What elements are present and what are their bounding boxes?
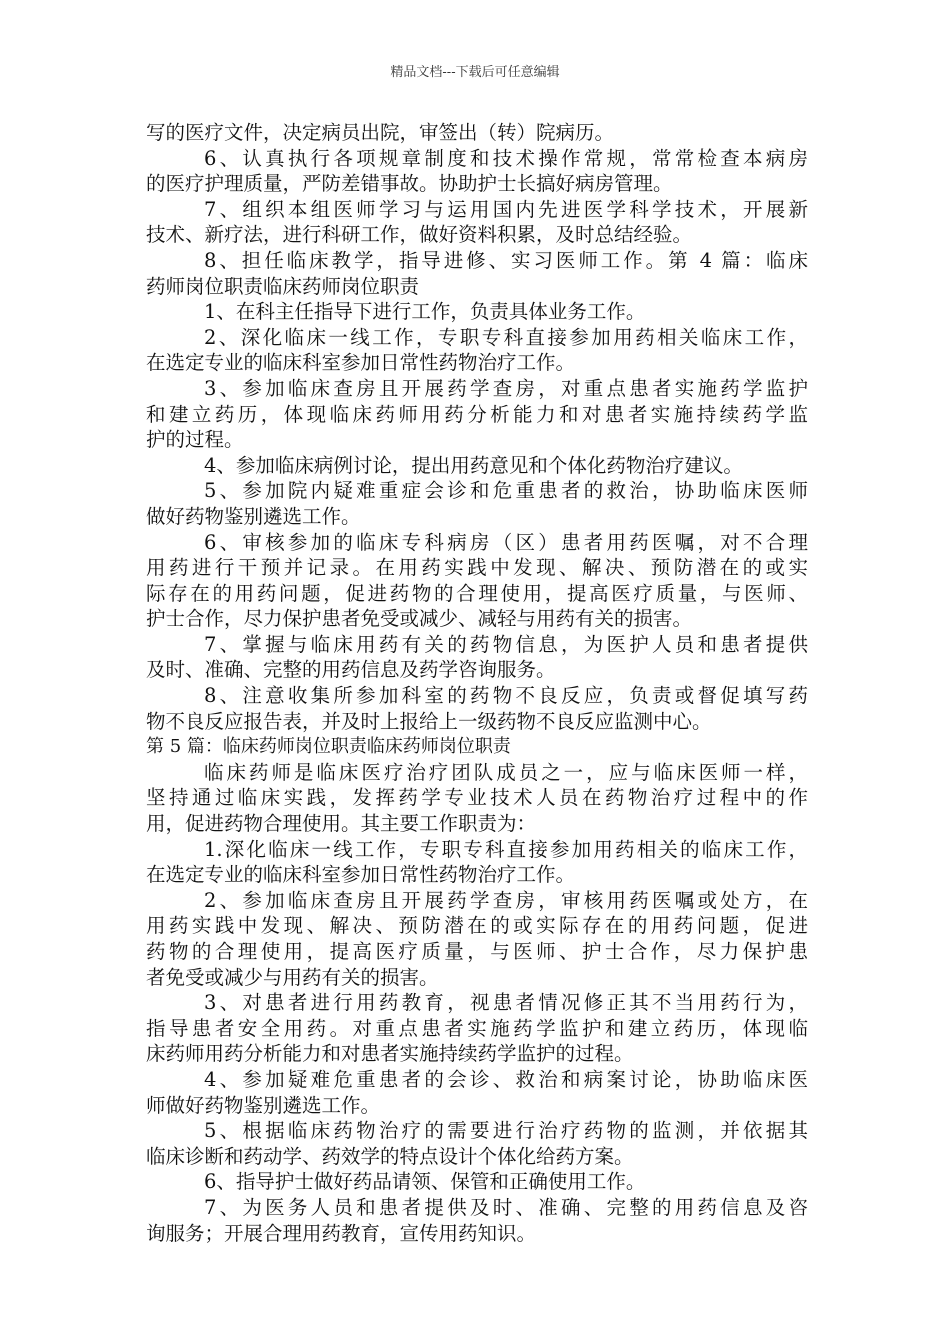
text-line: 3、参加临床查房且开展药学查房，对重点患者实施药学监护 xyxy=(204,376,808,400)
text-line: 1.深化临床一线工作，专职专科直接参加用药相关的临床工作， xyxy=(204,837,808,861)
text-line: 护的过程。 xyxy=(146,428,244,452)
page-header: 精品文档---下载后可任意编辑 xyxy=(390,65,560,80)
text-line: 6、指导护士做好药品请领、保管和正确使用工作。 xyxy=(204,1170,646,1194)
text-line: 2、参加临床查房且开展药学查房，审核用药医嘱或处方，在 xyxy=(204,888,808,912)
text-line: 的医疗护理质量，严防差错事故。协助护士长搞好病房管理。 xyxy=(146,172,673,196)
text-line: 7、组织本组医师学习与运用国内先进医学科学技术，开展新 xyxy=(204,197,808,221)
text-line: 技术、新疗法，进行科研工作，做好资料积累，及时总结经验。 xyxy=(146,223,693,247)
text-line: 8、注意收集所参加科室的药物不良反应，负责或督促填写药 xyxy=(204,684,808,708)
text-line: 第 5 篇：临床药师岗位职责临床药师岗位职责 xyxy=(146,736,511,758)
document-body xyxy=(146,120,808,1246)
text-line: 用药进行干预并记录。在用药实践中发现、解决、预防潜在的或实 xyxy=(146,556,808,580)
text-line: 物不良反应报告表，并及时上报给上一级药物不良反应监测中心。 xyxy=(146,709,712,733)
text-line: 6、认真执行各项规章制度和技术操作常规，常常检查本病房 xyxy=(204,146,808,170)
text-line: 指导患者安全用药。对重点患者实施药学监护和建立药历，体现临 xyxy=(146,1016,808,1040)
text-line: 4、参加疑难危重患者的会诊、救治和病案讨论，协助临床医 xyxy=(204,1067,808,1091)
text-line: 药师岗位职责临床药师岗位职责 xyxy=(146,274,420,298)
text-line: 6、审核参加的临床专科病房（区）患者用药医嘱，对不合理 xyxy=(204,530,808,554)
text-line: 8、担任临床教学，指导进修、实习医师工作。第 4 篇：临床 xyxy=(204,248,808,272)
text-line: 临床药师是临床医疗治疗团队成员之一，应与临床医师一样， xyxy=(204,760,808,784)
text-line: 者免受或减少与用药有关的损害。 xyxy=(146,965,439,989)
text-line: 5、根据临床药物治疗的需要进行治疗药物的监测，并依据其 xyxy=(204,1119,808,1143)
text-line: 询服务；开展合理用药教育，宣传用药知识。 xyxy=(146,1221,537,1245)
text-line: 7、掌握与临床用药有关的药物信息，为医护人员和患者提供 xyxy=(204,632,808,656)
text-line: 3、对患者进行用药教育，视患者情况修正其不当用药行为， xyxy=(204,991,808,1015)
text-line: 际存在的用药问题，促进药物的合理使用，提高医疗质量，与医师、 xyxy=(146,581,808,605)
text-line: 坚持通过临床实践，发挥药学专业技术人员在药物治疗过程中的作 xyxy=(146,786,808,810)
text-line: 和建立药历，体现临床药师用药分析能力和对患者实施持续药学监 xyxy=(146,402,808,426)
text-line: 写的医疗文件，决定病员出院，审签出（转）院病历。 xyxy=(146,121,615,144)
text-line: 护士合作，尽力保护患者免受或减少、减轻与用药有关的损害。 xyxy=(146,607,693,631)
text-line: 做好药物鉴别遴选工作。 xyxy=(146,504,361,528)
text-line: 1、在科主任指导下进行工作，负责具体业务工作。 xyxy=(204,300,646,324)
text-line: 用，促进药物合理使用。其主要工作职责为： xyxy=(146,812,537,836)
text-line: 4、参加临床病例讨论，提出用药意见和个体化药物治疗建议。 xyxy=(204,453,743,477)
text-line: 床药师用药分析能力和对患者实施持续药学监护的过程。 xyxy=(146,1042,634,1066)
text-line: 2、深化临床一线工作，专职专科直接参加用药相关临床工作， xyxy=(204,325,808,349)
text-line: 5、参加院内疑难重症会诊和危重患者的救治，协助临床医师 xyxy=(204,479,808,503)
text-line: 在选定专业的临床科室参加日常性药物治疗工作。 xyxy=(146,351,576,375)
text-line: 及时、准确、完整的用药信息及药学咨询服务。 xyxy=(146,658,556,682)
text-line: 师做好药物鉴别遴选工作。 xyxy=(146,1093,381,1117)
text-line: 在选定专业的临床科室参加日常性药物治疗工作。 xyxy=(146,863,576,887)
text-line: 7、为医务人员和患者提供及时、准确、完整的用药信息及咨 xyxy=(204,1195,808,1219)
text-line: 药物的合理使用，提高医疗质量，与医师、护士合作，尽力保护患 xyxy=(146,940,808,963)
text-line: 临床诊断和药动学、药效学的特点设计个体化给药方案。 xyxy=(146,1144,634,1168)
text-line: 用药实践中发现、解决、预防潜在的或实际存在的用药问题，促进 xyxy=(146,914,808,938)
